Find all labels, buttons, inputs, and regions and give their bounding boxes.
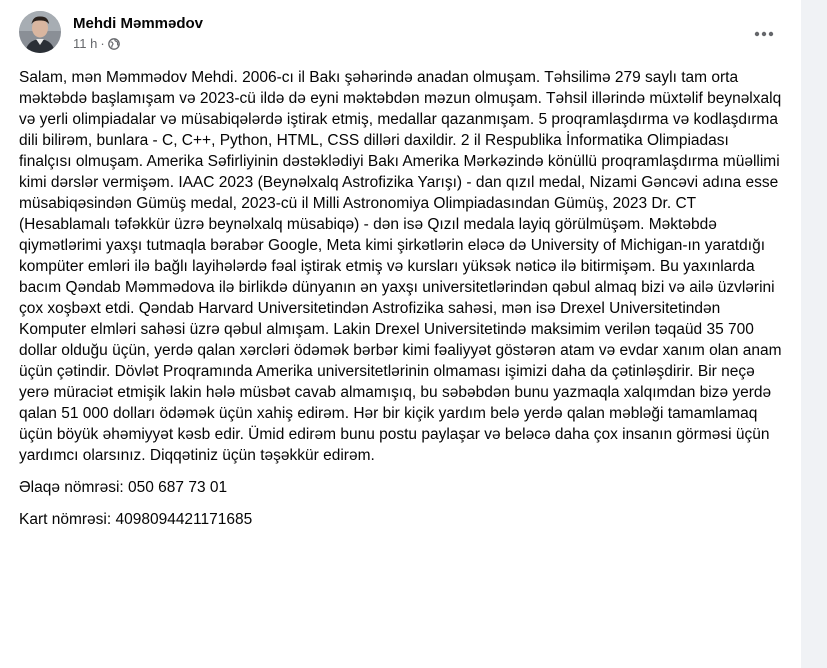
author-block: [73, 15, 203, 52]
meta-separator: ·: [100, 36, 105, 51]
post-body-text: Salam, mən Məmmədov Mehdi. 2006-cı il Bakı şəhərində anadan olmuşam. Təhsilimə 279 saylı tam orta məktəbdə başlamışam və 2023-cü ildə də eyni məktəbdən məzun olmuşam. Təhsil illərində müxtəlif beynəlxalq və yerli olimpiadalar və müsabiqələrdə iştirak etmiş, medallar qazanmışam. 5 proqramlaşdırma və kodlaşdırma dili bilirəm, bunlara - C, C++, Python, HTML, CSS dilləri daxildir. 2 il Respublika İnformatika Olimpiadası finalçısı olmuşam. Amerika Səfirliyinin dəstəklədiyi Bakı Amerika Mərkəzində könüllü proqramlaşdırma müəllimi kimi dərslər vermişəm. IAAC 2023 (Beynəlxalq Astrofizika Yarışı) - dan qızıl medal, Nizami Gəncəvi adına esse müsabiqəsindən Gümüş medal, 2023-cü il Milli Astronomiya Olimpiadasından Gümüş, 2023 Dr. CT (Hesablamalı təfəkkür üzrə beynəlxalq müsabiqə) - dən isə Qızıl medala layiq görülmüşəm. Məktəbdə qiymətlərimi yaxşı tutmaqla bərabər Google, Meta kimi şirkətlərin eləcə də University of Michigan-ın yaratdığı kompüter emləri ilə bağlı layihələrdə fəal iştirak etmiş və kursları yüksək nəticə ilə bitirmişəm. Bu yaxınlarda bacım Qəndab Məmmədova ilə birlikdə dünyanın ən yaxşı universitetlərindən qəbul almaq bizi və ailə üzvlərini çox xoşbəxt etdi. Qəndab Harvard Universitetindən Astrofizika sahəsi, mən isə Drexel Universitetindən Komputer elmləri sahəsi üzrə qəbul almışam. Lakin Drexel Universitetində maksimim verilən təqaüd 35 700 dollar olduğu üçün, yerdə qalan xərcləri ödəmək bərbər kimi fəaliyyət göstərən atam və evdar xanım olan anam üçün çətindir. Dövlət Proqramında Amerika universitetlərinin olmaması işimizi daha da çətinləşdirir. Bir neçə yerə müraciət etmişik lakin hələ müsbət cavab almamışıq, bu səbəbdən bunu yazmaqla xalqımdan bizə yerdə qalan 51 000 dolları ödəmək üçün xahiş edirəm. Hər bir kiçik yardım belə yerdə qalan məbləği tamamlamaq üçün böyük əhəmiyyət kəsb edir. Ümid edirəm bunu postu paylaşar və beləcə daha çox insanın görməsi üçün yardımcı olarsınız. Diqqətiniz üçün təşəkkür edirəm.: [19, 69, 782, 464]
post-header: [19, 11, 203, 57]
globe-icon: [108, 38, 120, 50]
avatar[interactable]: [19, 11, 61, 53]
post-timestamp[interactable]: 11 h: [73, 36, 98, 51]
post-content: [19, 67, 784, 541]
post-meta: [73, 36, 203, 52]
contact-number: Əlaqə nömrəsi: 050 687 73 01: [19, 479, 228, 496]
more-options-button[interactable]: [746, 19, 782, 47]
author-name[interactable]: Mehdi Məmmədov: [73, 15, 204, 32]
more-options-icon: [754, 24, 774, 42]
card-number: Kart nömrəsi: 4098094421171685: [19, 511, 253, 528]
